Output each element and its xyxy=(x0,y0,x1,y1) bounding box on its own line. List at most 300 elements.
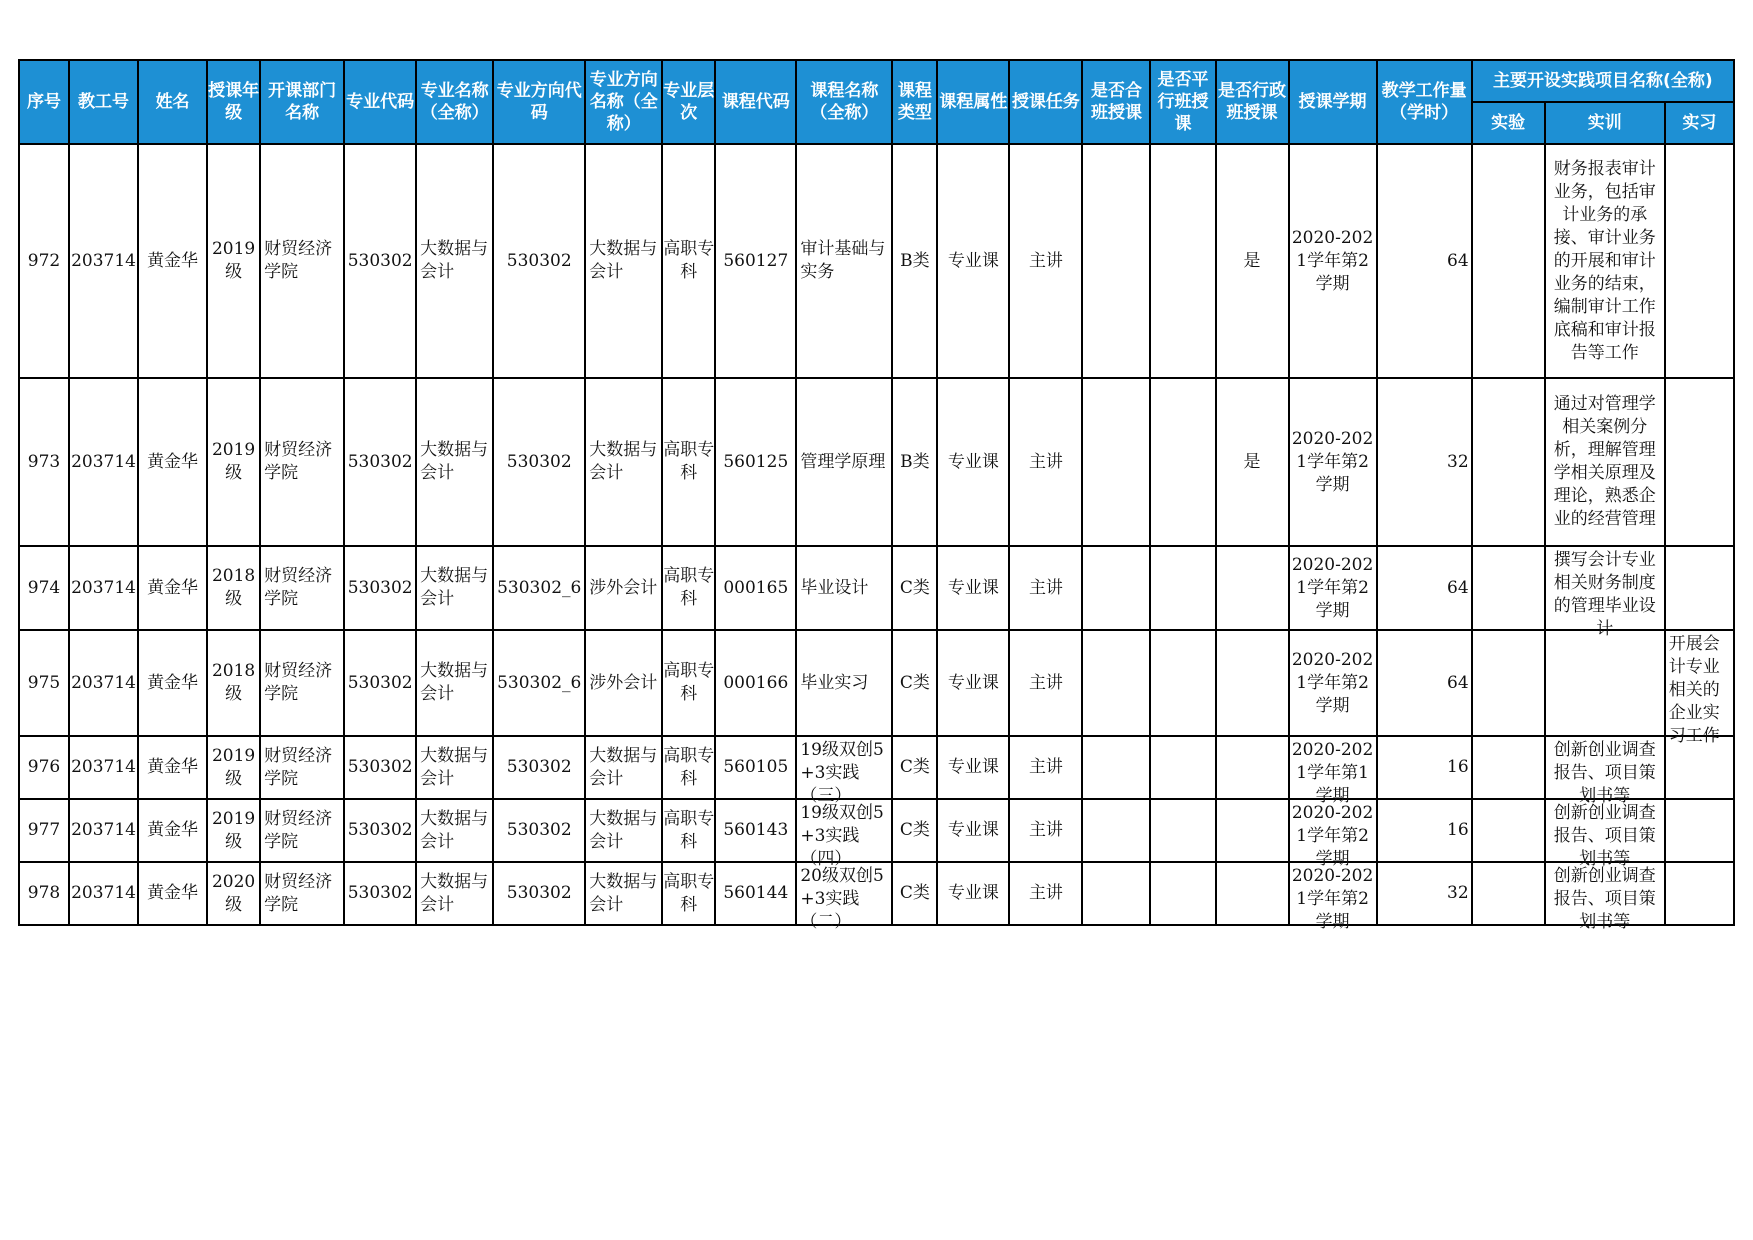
cell-text: 高职专科 xyxy=(663,661,715,704)
cell-internship xyxy=(1665,144,1734,378)
header-task: 授课任务 xyxy=(1009,60,1082,144)
cell-text: C类 xyxy=(899,883,930,903)
cell-admin-class xyxy=(1216,546,1289,630)
header-training: 实训 xyxy=(1545,102,1665,144)
cell-text: 黄金华 xyxy=(147,250,199,271)
cell-text: 977 xyxy=(27,820,61,840)
cell-name xyxy=(138,546,207,630)
cell-text: 主讲 xyxy=(1028,250,1063,271)
cell-text: 530302_6 xyxy=(497,672,582,693)
cell-text: 2018级 xyxy=(211,566,256,609)
cell-experiment xyxy=(1472,862,1545,925)
cell-text: 专业课 xyxy=(947,672,999,693)
cell-text: 是 xyxy=(1243,250,1261,271)
cell-direction-code xyxy=(493,378,585,546)
cell-text: 大数据与会计 xyxy=(589,239,658,282)
header-level: 专业层次 xyxy=(662,60,715,144)
cell-text: 大数据与会计 xyxy=(589,871,658,915)
cell-direction-code xyxy=(493,630,585,736)
cell-text: 高职专科 xyxy=(663,440,715,483)
cell-text: 2018级 xyxy=(211,661,256,704)
header-admin-class: 是否行政班授课 xyxy=(1216,60,1289,144)
cell-experiment xyxy=(1472,736,1545,799)
cell-parallel xyxy=(1150,799,1215,862)
cell-direction-name xyxy=(585,546,662,630)
cell-text: 19级双创5+3实践（三） xyxy=(800,740,884,806)
cell-admin-class xyxy=(1216,799,1289,862)
cell-text: 财贸经济学院 xyxy=(264,440,333,483)
cell-staff-id xyxy=(69,799,138,862)
cell-text: 管理学原理 xyxy=(800,451,886,472)
cell-level xyxy=(662,799,715,862)
cell-text: 203714 xyxy=(71,577,136,598)
cell-grade xyxy=(207,630,260,736)
cell-task xyxy=(1009,144,1082,378)
header-direction-code: 专业方向代码 xyxy=(493,60,585,144)
cell-training xyxy=(1545,736,1665,806)
cell-course-attr xyxy=(937,378,1009,546)
cell-internship xyxy=(1665,799,1734,862)
cell-course-code xyxy=(715,630,796,736)
cell-text: 2020-2021学年第2学期 xyxy=(1291,803,1374,869)
cell-text: 530302 xyxy=(347,577,413,598)
cell-text: 203714 xyxy=(71,883,136,903)
cell-text: 专业课 xyxy=(947,883,999,903)
cell-major-name xyxy=(416,862,493,925)
cell-text: 通过对管理学相关案例分析，理解管理学相关原理及理论，熟悉企业的经营管理 xyxy=(1553,394,1656,529)
cell-text: 530302 xyxy=(506,250,572,271)
cell-seq xyxy=(19,862,69,925)
cell-experiment xyxy=(1472,799,1545,862)
cell-text: 20级双创5+3实践（二） xyxy=(800,866,884,932)
header-grade: 授课年级 xyxy=(207,60,260,144)
cell-text: 黄金华 xyxy=(147,757,199,777)
cell-experiment xyxy=(1472,546,1545,630)
cell-grade xyxy=(207,144,260,378)
cell-name xyxy=(138,799,207,862)
cell-text: 黄金华 xyxy=(147,451,199,472)
teaching-workload-table xyxy=(18,59,1735,932)
cell-text: 大数据与会计 xyxy=(420,808,489,852)
header-practice-group: 主要开设实践项目名称(全称) xyxy=(1472,60,1734,102)
cell-text: 530302 xyxy=(347,883,413,903)
cell-staff-id xyxy=(69,378,138,546)
cell-text: 203714 xyxy=(71,451,136,472)
cell-course-code xyxy=(715,144,796,378)
cell-workload xyxy=(1377,799,1472,862)
cell-text: B类 xyxy=(900,451,930,472)
cell-training xyxy=(1545,799,1665,869)
cell-course-type xyxy=(892,736,937,799)
cell-admin-class xyxy=(1216,862,1289,925)
cell-dept xyxy=(260,144,344,378)
cell-text: 高职专科 xyxy=(663,566,715,609)
table-body xyxy=(19,144,1734,932)
cell-text: C类 xyxy=(899,820,930,840)
cell-direction-name xyxy=(585,799,662,862)
cell-text: 主讲 xyxy=(1028,451,1063,472)
cell-task xyxy=(1009,736,1082,799)
cell-text: 财贸经济学院 xyxy=(264,566,333,609)
cell-text: 大数据与会计 xyxy=(420,239,489,282)
cell-text: 976 xyxy=(27,757,61,777)
cell-parallel xyxy=(1150,736,1215,799)
cell-text: 203714 xyxy=(71,757,136,777)
cell-text: 创新创业调查报告、项目策划书等 xyxy=(1553,803,1656,869)
cell-text: 000166 xyxy=(723,672,789,693)
cell-text: 974 xyxy=(27,577,61,598)
cell-text: 000165 xyxy=(723,577,789,598)
cell-seq xyxy=(19,630,69,736)
cell-text: 32 xyxy=(1447,451,1469,472)
cell-dept xyxy=(260,546,344,630)
header-merged: 是否合班授课 xyxy=(1082,60,1150,144)
cell-text: 财贸经济学院 xyxy=(264,661,333,704)
cell-text: 财贸经济学院 xyxy=(264,239,333,282)
cell-major-code xyxy=(344,378,416,546)
cell-semester xyxy=(1289,862,1377,932)
cell-course-code xyxy=(715,862,796,925)
cell-direction-name xyxy=(585,862,662,925)
cell-text: 大数据与会计 xyxy=(589,440,658,483)
cell-text: 560127 xyxy=(723,250,789,271)
cell-internship xyxy=(1665,862,1734,925)
cell-direction-name xyxy=(585,630,662,736)
cell-parallel xyxy=(1150,378,1215,546)
cell-text: 专业课 xyxy=(947,820,999,840)
cell-name xyxy=(138,144,207,378)
header-direction-name-text: 专业方向名称（全称） xyxy=(589,70,658,134)
cell-level xyxy=(662,144,715,378)
cell-text: C类 xyxy=(899,757,930,777)
cell-text: C类 xyxy=(899,672,930,693)
cell-major-name xyxy=(416,378,493,546)
cell-text: 高职专科 xyxy=(663,871,715,915)
cell-semester xyxy=(1289,144,1377,378)
cell-text: 64 xyxy=(1447,250,1469,271)
cell-text: 2020-2021学年第2学期 xyxy=(1291,649,1374,716)
cell-text: 专业课 xyxy=(947,757,999,777)
cell-experiment xyxy=(1472,630,1545,736)
cell-text: 毕业实习 xyxy=(800,672,869,693)
table-row xyxy=(19,630,1734,736)
cell-experiment xyxy=(1472,144,1545,378)
cell-course-attr xyxy=(937,144,1009,378)
header-course-attr: 课程属性 xyxy=(937,60,1009,144)
cell-text: 2020-2021学年第2学期 xyxy=(1291,428,1374,495)
cell-course-name xyxy=(796,144,892,378)
cell-admin-class xyxy=(1216,736,1289,799)
cell-text: 530302 xyxy=(347,820,413,840)
cell-training xyxy=(1545,862,1665,932)
cell-level xyxy=(662,378,715,546)
cell-dept xyxy=(260,736,344,799)
cell-text: 2019级 xyxy=(211,239,256,282)
cell-text: 2019级 xyxy=(211,745,256,789)
cell-text: 973 xyxy=(27,451,61,472)
cell-course-type xyxy=(892,799,937,862)
cell-training xyxy=(1545,630,1665,736)
cell-internship xyxy=(1665,546,1734,630)
cell-workload xyxy=(1377,862,1472,925)
cell-text: 高职专科 xyxy=(663,745,715,789)
cell-merged xyxy=(1082,736,1150,799)
cell-text: 560144 xyxy=(723,883,789,903)
cell-text: 黄金华 xyxy=(147,883,199,903)
cell-text: 2020-2021学年第2学期 xyxy=(1291,866,1374,932)
cell-semester xyxy=(1289,799,1377,869)
cell-text: 涉外会计 xyxy=(589,672,658,693)
cell-text: 财贸经济学院 xyxy=(264,745,333,789)
cell-semester xyxy=(1289,736,1377,806)
table-row xyxy=(19,378,1734,546)
cell-text: 560143 xyxy=(723,820,789,840)
cell-major-name xyxy=(416,630,493,736)
cell-text: 16 xyxy=(1447,820,1469,840)
cell-text: 大数据与会计 xyxy=(420,661,489,704)
cell-direction-name xyxy=(585,144,662,378)
cell-major-name xyxy=(416,546,493,630)
header-workload: 教学工作量（学时） xyxy=(1377,60,1472,144)
cell-direction-code xyxy=(493,546,585,630)
cell-text: 大数据与会计 xyxy=(420,440,489,483)
cell-admin-class xyxy=(1216,630,1289,736)
cell-staff-id xyxy=(69,736,138,799)
cell-level xyxy=(662,630,715,736)
cell-text: 审计基础与实务 xyxy=(800,239,886,282)
cell-text: 975 xyxy=(27,672,61,693)
cell-text: 530302 xyxy=(506,820,572,840)
header-course-name: 课程名称（全称） xyxy=(796,60,892,144)
cell-course-name xyxy=(796,630,892,736)
cell-text: 财贸经济学院 xyxy=(264,808,333,852)
cell-text: 2020级 xyxy=(211,871,256,915)
cell-course-attr xyxy=(937,799,1009,862)
cell-seq xyxy=(19,144,69,378)
cell-workload xyxy=(1377,378,1472,546)
cell-text: 高职专科 xyxy=(663,808,715,852)
cell-training xyxy=(1545,378,1665,546)
cell-text: 64 xyxy=(1447,577,1469,598)
cell-text: 530302 xyxy=(506,451,572,472)
cell-text: 2020-2021学年第2学期 xyxy=(1291,554,1374,621)
header-staff-id: 教工号 xyxy=(69,60,138,144)
cell-text: 开展会计专业相关的企业实习工作 xyxy=(1668,634,1720,746)
cell-direction-name xyxy=(585,378,662,546)
cell-text: 32 xyxy=(1447,883,1469,903)
cell-experiment xyxy=(1472,378,1545,546)
cell-text: 黄金华 xyxy=(147,820,199,840)
cell-text: 毕业设计 xyxy=(800,577,869,598)
cell-text: 560125 xyxy=(723,451,789,472)
cell-text: 主讲 xyxy=(1028,820,1063,840)
cell-staff-id xyxy=(69,630,138,736)
cell-major-name xyxy=(416,144,493,378)
cell-merged xyxy=(1082,799,1150,862)
cell-parallel xyxy=(1150,630,1215,736)
cell-course-name xyxy=(796,546,892,630)
cell-staff-id xyxy=(69,862,138,925)
cell-parallel xyxy=(1150,144,1215,378)
cell-text: 财务报表审计业务，包括审计业务的承接、审计业务的开展和审计业务的结束，编制审计工作底稿和审计报告等工作 xyxy=(1553,158,1656,363)
cell-text: 203714 xyxy=(71,820,136,840)
table-header xyxy=(19,60,1734,144)
cell-course-code xyxy=(715,736,796,799)
cell-course-code xyxy=(715,378,796,546)
cell-staff-id xyxy=(69,546,138,630)
cell-text: 203714 xyxy=(71,250,136,271)
cell-direction-code xyxy=(493,144,585,378)
cell-workload xyxy=(1377,630,1472,736)
cell-text: 高职专科 xyxy=(663,239,715,282)
cell-course-attr xyxy=(937,546,1009,630)
cell-workload xyxy=(1377,144,1472,378)
cell-major-code xyxy=(344,546,416,630)
table-row xyxy=(19,144,1734,378)
cell-text: 大数据与会计 xyxy=(420,871,489,915)
cell-text: 530302 xyxy=(506,883,572,903)
cell-major-code xyxy=(344,799,416,862)
cell-course-type xyxy=(892,862,937,925)
table-row xyxy=(19,799,1734,862)
cell-text: 主讲 xyxy=(1028,577,1063,598)
cell-direction-code xyxy=(493,799,585,862)
cell-level xyxy=(662,546,715,630)
header-course-type xyxy=(892,60,937,144)
cell-task xyxy=(1009,862,1082,925)
cell-major-name xyxy=(416,799,493,862)
header-seq: 序号 xyxy=(19,60,69,144)
cell-course-type xyxy=(892,546,937,630)
table-row xyxy=(19,736,1734,799)
cell-internship xyxy=(1665,630,1734,746)
cell-parallel xyxy=(1150,546,1215,630)
cell-task xyxy=(1009,630,1082,736)
header-dept: 开课部门名称 xyxy=(260,60,344,144)
cell-dept xyxy=(260,630,344,736)
cell-text: 主讲 xyxy=(1028,883,1063,903)
cell-text: 黄金华 xyxy=(147,672,199,693)
cell-semester xyxy=(1289,630,1377,736)
cell-text: 530302 xyxy=(347,451,413,472)
cell-seq xyxy=(19,378,69,546)
cell-major-code xyxy=(344,630,416,736)
header-semester: 授课学期 xyxy=(1289,60,1377,144)
cell-semester xyxy=(1289,546,1377,630)
cell-course-type xyxy=(892,144,937,378)
table-row xyxy=(19,546,1734,630)
cell-course-name xyxy=(796,799,892,869)
cell-course-name xyxy=(796,862,892,932)
cell-major-name xyxy=(416,736,493,799)
cell-course-attr xyxy=(937,630,1009,736)
cell-grade xyxy=(207,546,260,630)
cell-text: 19级双创5+3实践（四） xyxy=(800,803,884,869)
cell-course-code xyxy=(715,799,796,862)
header-major-name: 专业名称（全称） xyxy=(416,60,493,144)
cell-workload xyxy=(1377,546,1472,630)
cell-training xyxy=(1545,144,1665,378)
header-course-code: 课程代码 xyxy=(715,60,796,144)
cell-text: 978 xyxy=(27,883,61,903)
cell-seq xyxy=(19,799,69,862)
cell-admin-class xyxy=(1216,144,1289,378)
cell-grade xyxy=(207,378,260,546)
cell-course-name xyxy=(796,736,892,806)
cell-text: 530302_6 xyxy=(497,577,582,598)
cell-text: 560105 xyxy=(723,757,789,777)
cell-workload xyxy=(1377,736,1472,799)
cell-semester xyxy=(1289,378,1377,546)
cell-name xyxy=(138,378,207,546)
cell-major-code xyxy=(344,862,416,925)
cell-merged xyxy=(1082,862,1150,925)
cell-training xyxy=(1545,546,1665,639)
cell-text: 大数据与会计 xyxy=(420,745,489,789)
cell-internship xyxy=(1665,378,1734,546)
cell-text: 财贸经济学院 xyxy=(264,871,333,915)
cell-grade xyxy=(207,736,260,799)
cell-text: 是 xyxy=(1243,451,1261,472)
cell-direction-code xyxy=(493,736,585,799)
cell-text: 主讲 xyxy=(1028,672,1063,693)
cell-course-attr xyxy=(937,862,1009,925)
cell-text: 2020-2021学年第1学期 xyxy=(1291,740,1374,806)
cell-merged xyxy=(1082,378,1150,546)
header-major-code: 专业代码 xyxy=(344,60,416,144)
cell-level xyxy=(662,862,715,925)
cell-text: 530302 xyxy=(347,757,413,777)
cell-text: 专业课 xyxy=(947,250,999,271)
header-parallel: 是否平行班授课 xyxy=(1150,60,1215,144)
cell-course-name xyxy=(796,378,892,546)
cell-text: 专业课 xyxy=(947,577,999,598)
cell-text: 972 xyxy=(27,250,61,271)
cell-text: 2019级 xyxy=(211,440,256,483)
cell-text: B类 xyxy=(900,250,930,271)
cell-dept xyxy=(260,799,344,862)
cell-text: 大数据与会计 xyxy=(589,745,658,789)
cell-text: 专业课 xyxy=(947,451,999,472)
cell-text: 创新创业调查报告、项目策划书等 xyxy=(1553,866,1656,932)
cell-dept xyxy=(260,378,344,546)
cell-seq xyxy=(19,546,69,630)
cell-direction-code xyxy=(493,862,585,925)
cell-text: 大数据与会计 xyxy=(420,566,489,609)
cell-task xyxy=(1009,546,1082,630)
cell-admin-class xyxy=(1216,378,1289,546)
cell-course-type xyxy=(892,378,937,546)
cell-dept xyxy=(260,862,344,925)
cell-course-attr xyxy=(937,736,1009,799)
header-direction-name xyxy=(585,60,662,144)
cell-text: 16 xyxy=(1447,757,1469,777)
cell-text: 撰写会计专业相关财务制度的管理毕业设计 xyxy=(1553,550,1656,639)
header-course-type-text: 课程类型 xyxy=(897,81,932,123)
cell-merged xyxy=(1082,144,1150,378)
cell-parallel xyxy=(1150,862,1215,925)
cell-text: 创新创业调查报告、项目策划书等 xyxy=(1553,740,1656,806)
cell-direction-name xyxy=(585,736,662,799)
cell-text: C类 xyxy=(899,577,930,598)
cell-major-code xyxy=(344,736,416,799)
cell-text: 大数据与会计 xyxy=(589,808,658,852)
cell-merged xyxy=(1082,630,1150,736)
cell-text: 530302 xyxy=(506,757,572,777)
cell-name xyxy=(138,736,207,799)
cell-text: 530302 xyxy=(347,250,413,271)
cell-text: 203714 xyxy=(71,672,136,693)
